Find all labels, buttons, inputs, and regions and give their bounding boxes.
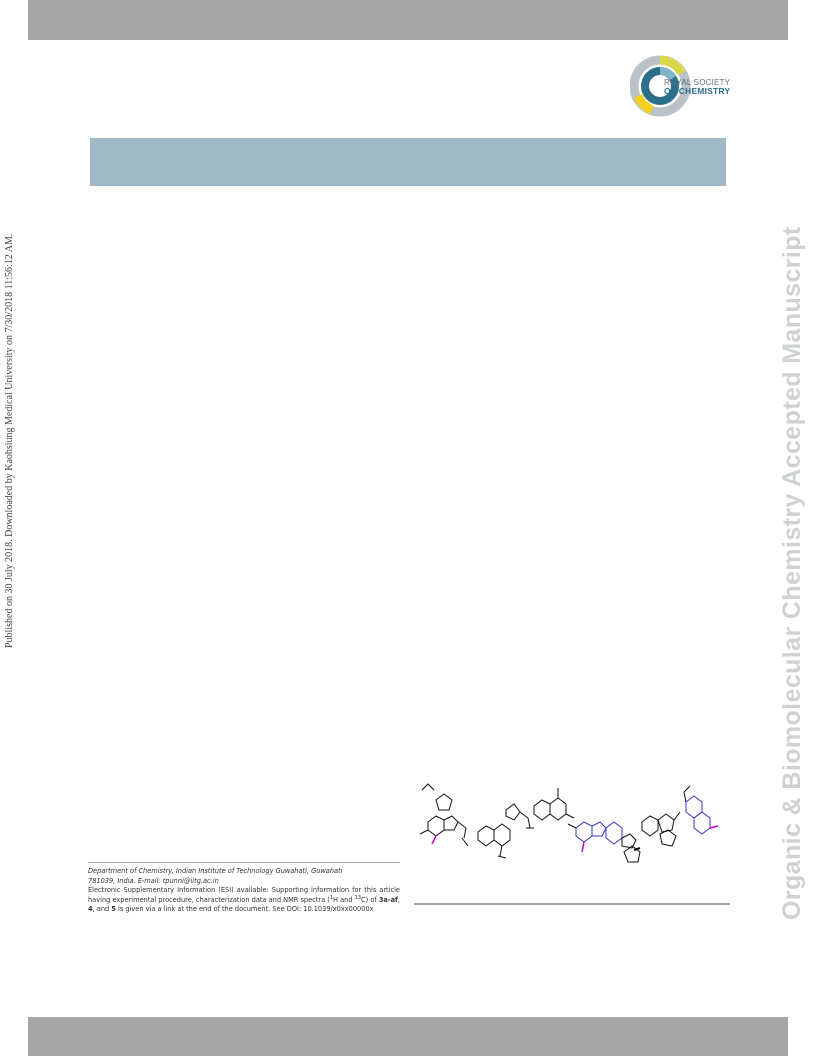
compound-4: 4 [88, 905, 93, 913]
compound-5: 5 [111, 905, 116, 913]
tetracyclic-structure-icon [478, 804, 534, 858]
esi-c-of: C) of [361, 895, 379, 904]
title-banner [90, 138, 726, 186]
footnote [88, 867, 400, 915]
logo-line1: ROYAL SOCIETY [664, 78, 731, 87]
naphthalene-structure-icon [534, 788, 574, 820]
affiliation-line2: 781039, India. E-mail: tpunni@iitg.ac.in [88, 876, 219, 885]
logo-line2: OF CHEMISTRY [664, 86, 731, 96]
journal-watermark: Organic & Biomolecular Chemistry Accepted Manuscript [778, 226, 806, 920]
rsc-logo-text [664, 78, 730, 96]
pentacyclic-structure-icon [642, 786, 718, 846]
sup-1: 1 [329, 894, 334, 901]
esi-comma: , [397, 895, 401, 904]
esi-text-1: Electronic Supplementary Information (ESI) available: Supporting information for this article having experimental procedure, characterization data and NMR spectra ( [88, 886, 400, 904]
esi-and: , and [92, 905, 112, 913]
sup-13: 13 [354, 894, 362, 901]
esi-text-2: is given via a link at the end of the document. See DOI: 10.1039/x0xx00000x [115, 905, 374, 913]
footnote-divider [88, 862, 400, 863]
column-divider [414, 903, 730, 905]
chemical-structures [414, 772, 734, 868]
indole-structure-icon [420, 784, 468, 846]
esi-note [88, 886, 400, 915]
header-bar [28, 0, 788, 40]
esi-h-and: H and [333, 895, 355, 904]
footer-bar [28, 1017, 788, 1056]
carbazole-structure-icon [568, 822, 640, 862]
affiliation-line1: Department of Chemistry, Indian Institute of Technology Guwahati, Guwahati [88, 867, 343, 875]
publication-notice: Published on 30 July 2018. Downloaded by Kaohsiung Medical University on 7/30/2018 11:56:12 AM. [4, 233, 15, 648]
compound-3a-af: 3a-af [378, 895, 398, 904]
